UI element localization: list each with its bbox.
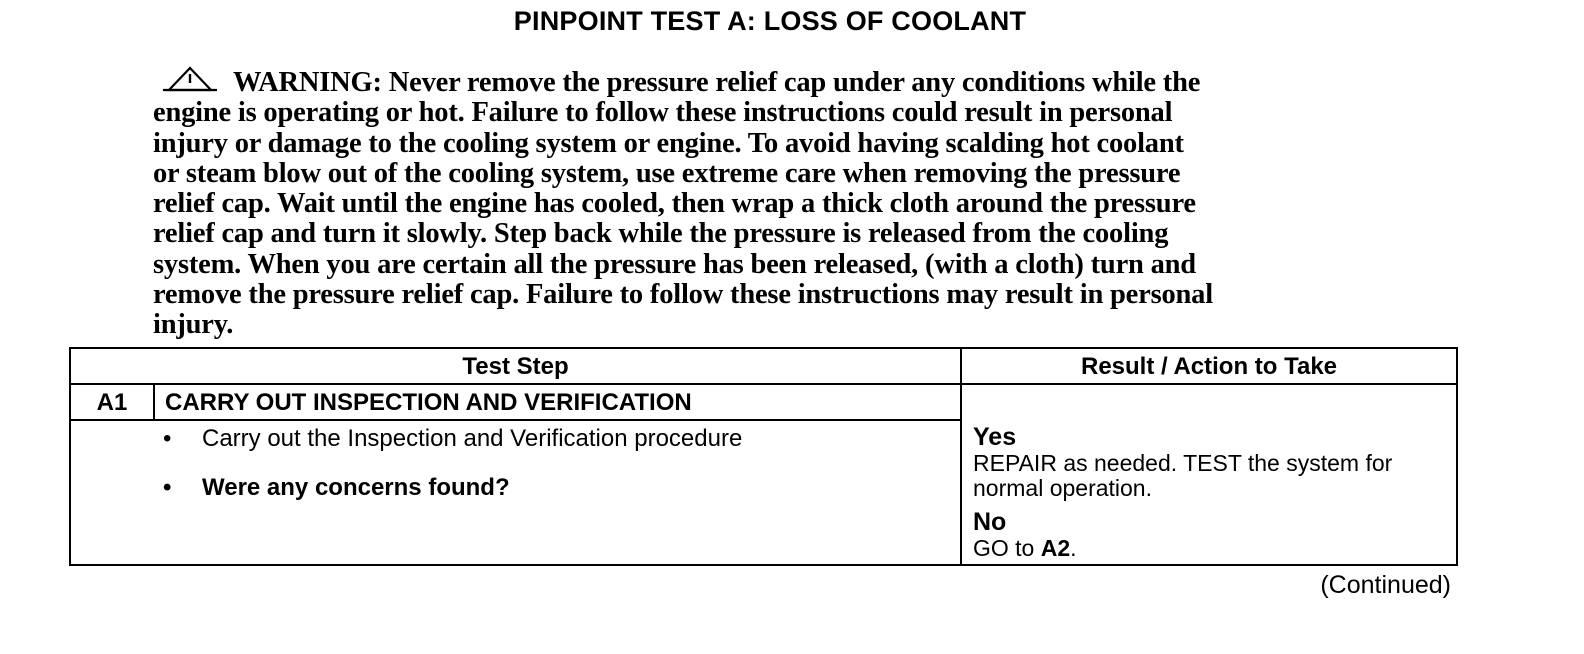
bullet-text: Were any concerns found? [202,474,510,501]
warning-triangle-icon [163,66,217,92]
warning-line: WARNING: Never remove the pressure relief cap under any conditions while the [153,66,1383,98]
header-result-action: Result / Action to Take [1080,353,1338,380]
step-id: A1 [96,389,128,416]
warning-line: injury. [153,309,234,341]
warning-line: relief cap and turn it slowly. Step back while the pressure is released from the cooling [153,218,1169,250]
warning-block [153,66,1383,341]
result-yes-action: REPAIR as needed. TEST the system for normal operation. [973,450,1393,501]
warning-line: or steam blow out of the cooling system, use extreme care when removing the pressure [153,157,1181,189]
warning-line: engine is operating or hot. Failure to follow these instructions could result in personal [153,97,1173,129]
pinpoint-test-table [69,347,1458,566]
step-title-divider [71,419,960,421]
warning-line: relief cap. Wait until the engine has cooled, then wrap a thick cloth around the pressure [153,188,1196,220]
header-divider [71,383,1456,385]
page-title: PINPOINT TEST A: LOSS OF COOLANT [513,6,1027,36]
continued-label: (Continued) [1320,571,1451,599]
header-test-step: Test Step [462,353,569,380]
bullet-text: Carry out the Inspection and Verification procedure [202,425,743,452]
step-title: CARRY OUT INSPECTION AND VERIFICATION [165,389,692,416]
column-divider [960,349,962,564]
step-reference-link: A2 [1040,535,1071,561]
bullet-icon: • [163,425,172,452]
result-no-action: GO to A2. [973,535,1077,561]
warning-line: injury or damage to the cooling system or engine. To avoid having scalding hot coolant [153,127,1184,159]
result-no-label: No [973,508,1007,536]
bullet-icon: • [163,474,172,501]
result-yes-label: Yes [973,423,1017,451]
warning-line: remove the pressure relief cap. Failure to follow these instructions may result in personal [153,279,1213,311]
warning-line: system. When you are certain all the pressure has been released, (with a cloth) turn and [153,248,1196,280]
step-id-divider [153,385,155,419]
